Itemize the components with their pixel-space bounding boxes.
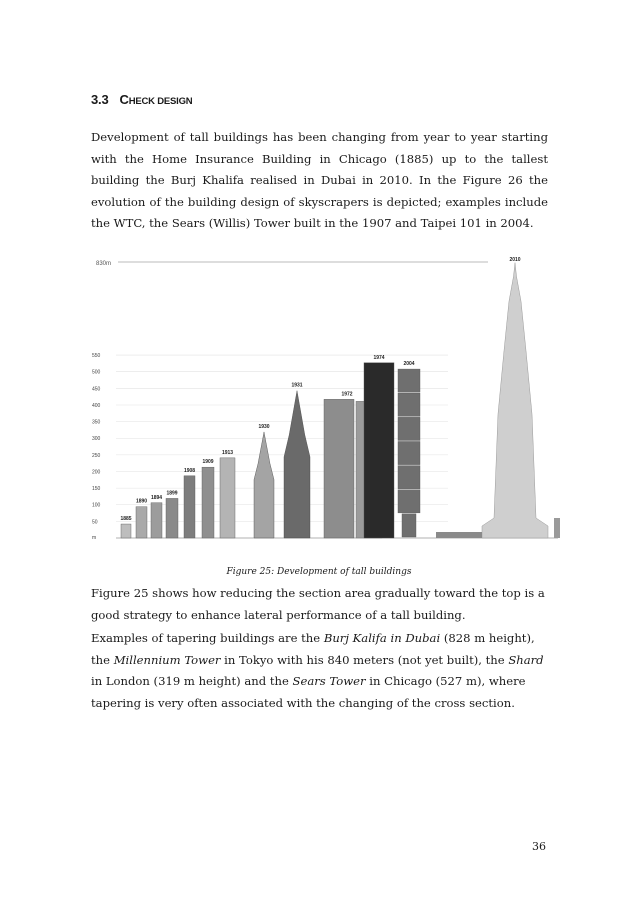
year-label: 2010 xyxy=(509,257,521,263)
building-bar xyxy=(398,417,420,440)
year-label: 1913 xyxy=(221,449,234,456)
building-bar xyxy=(151,503,162,538)
y-tick-label: 550 xyxy=(92,353,101,360)
low-rise-block xyxy=(436,532,482,538)
year-label: 2004 xyxy=(403,361,415,368)
tall-buildings-figure xyxy=(88,252,560,550)
building-bar xyxy=(202,467,214,538)
building-bar xyxy=(166,498,178,538)
section-number: 3.3 xyxy=(91,92,109,107)
y-tick-label: 450 xyxy=(92,386,101,393)
building-bar xyxy=(402,514,416,537)
building-bar xyxy=(398,393,420,416)
text-segment: in Chicago (527 m), where tapering is very often associated with the changing of the cross section. xyxy=(91,674,526,710)
y-tick-label: 50 xyxy=(92,519,98,526)
year-label: 1931 xyxy=(291,382,303,389)
y-tick-label: 400 xyxy=(92,402,101,409)
building-bar xyxy=(364,363,394,538)
top-height-label: 830m xyxy=(96,261,112,267)
y-tick-label: 100 xyxy=(92,502,101,509)
y-tick-label: 250 xyxy=(92,452,101,459)
building-bar xyxy=(184,476,195,538)
buildings xyxy=(121,263,560,538)
text-segment: (828 m height), the xyxy=(91,631,535,667)
year-label: 1972 xyxy=(341,391,353,398)
paragraph-section-area: Figure 25 shows how reducing the section area gradually toward the top is a good strategy to enhance lateral performance of a tall building. xyxy=(91,586,545,622)
building-bar xyxy=(398,441,420,464)
year-label: 1930 xyxy=(258,423,270,430)
year-label: 1899 xyxy=(166,490,178,497)
building-bar xyxy=(398,466,420,489)
y-tick-label: 200 xyxy=(92,469,101,476)
low-rise-block xyxy=(554,518,560,538)
page-number: 36 xyxy=(532,840,546,853)
millennium-tower-name: Millennium Tower xyxy=(113,652,221,667)
building-bar xyxy=(284,391,310,538)
y-unit-label: m xyxy=(92,535,97,541)
building-bar xyxy=(324,399,354,538)
year-label: 1890 xyxy=(135,498,148,505)
building-bar xyxy=(136,507,147,538)
y-tick-label: 500 xyxy=(92,369,101,376)
section-heading xyxy=(91,92,192,107)
building-bar xyxy=(254,432,274,538)
year-labels xyxy=(120,257,520,522)
building-bar xyxy=(398,490,420,513)
building-bar xyxy=(398,369,420,392)
section-title-initial: C xyxy=(119,92,129,107)
year-label: 1908 xyxy=(183,467,196,474)
y-tick-label: 350 xyxy=(92,419,101,426)
paragraph-tapering-examples xyxy=(91,628,548,714)
year-label: 1974 xyxy=(373,354,385,361)
text-segment: Examples of tapering buildings are the xyxy=(91,631,324,645)
building-bar xyxy=(121,524,131,538)
figure-caption: Figure 25: Development of tall buildings xyxy=(226,567,412,577)
year-label: 1885 xyxy=(120,516,132,523)
burj-kalifa-name: Burj Kalifa in Dubai xyxy=(323,631,441,645)
y-tick-label: 150 xyxy=(92,486,101,493)
building-bar xyxy=(220,458,235,538)
text-segment: in Tokyo with his 840 meters (not yet built), the xyxy=(220,652,509,667)
y-tick-label: 300 xyxy=(92,436,101,443)
building-bar xyxy=(482,263,548,538)
year-label: 1909 xyxy=(202,459,214,466)
text-segment: in London (319 m height) and the xyxy=(91,674,293,688)
section-title-rest: HECK DESIGN xyxy=(128,96,193,107)
sears-tower-name: Sears Tower xyxy=(292,674,366,688)
year-label: 1894 xyxy=(150,494,163,501)
shard-name: Shard xyxy=(508,652,544,667)
intro-paragraph: Development of tall buildings has been changing from year to year starting with the Home Insurance Building in Chicago (1885) up to the tallest building the Burj Khalifa realised in Dubai in 2010. In the Figure 26 the evolution of the building design of skyscrapers is depicted; examples include the WTC, the Sears (Willis) Tower built in the 1907 and Taipei 101 in 2004. xyxy=(91,130,548,230)
